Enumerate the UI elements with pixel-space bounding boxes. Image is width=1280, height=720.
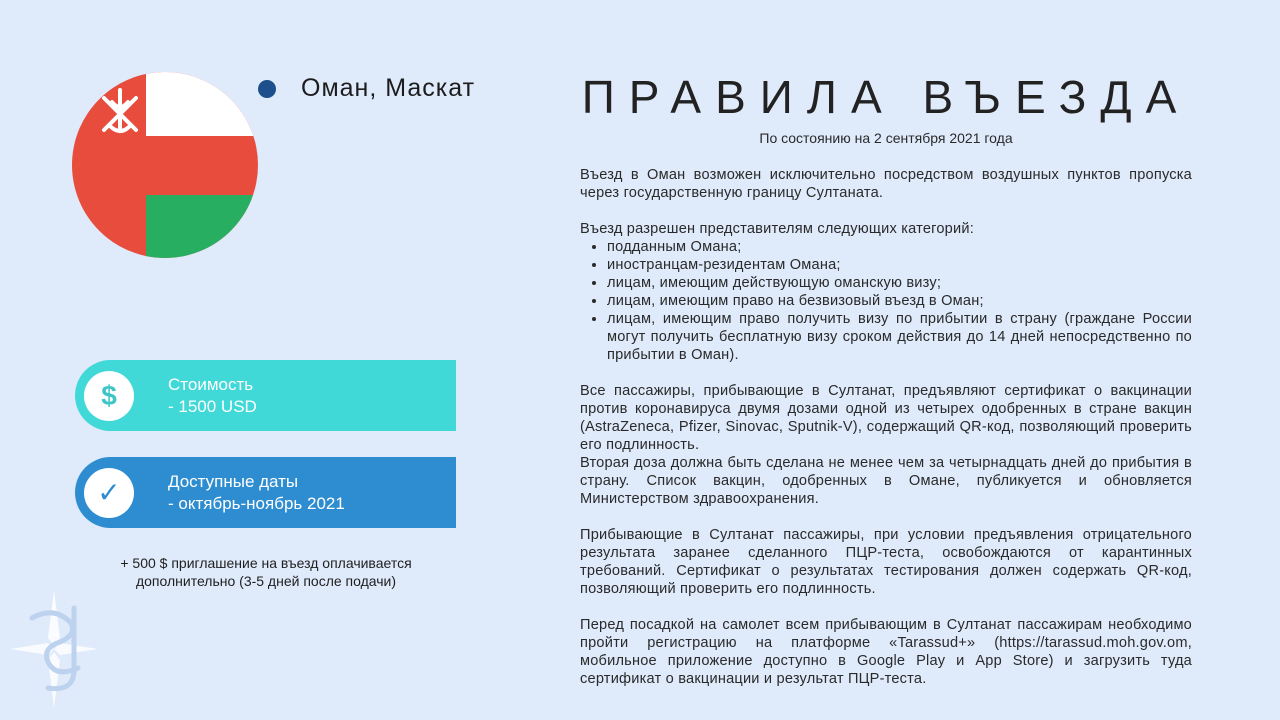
paragraph-vaccination: Все пассажиры, прибывающие в Султанат, предъявляют сертификат о вакцинации против коронавируса двумя дозами одной из четырех одобренных в стране вакцин (AstraZeneca, Pfizer, Sinovac, Sputnik-V), содержащий QR-код, позволяющий проверить его подлинность.: [580, 383, 1192, 453]
list-item: • лицам, имеющим право на безвизовый въезд в Оман;: [607, 292, 1192, 310]
cost-title: Стоимость: [168, 374, 254, 394]
list-item: • иностранцам-резидентам Омана;: [607, 256, 1192, 274]
dates-value: - октябрь-ноябрь 2021: [168, 493, 345, 513]
paragraph-registration: Перед посадкой на самолет всем прибывающим в Султанат пассажирам необходимо пройти регистрацию на платформе «Tarassud+» (https://tarassud.moh.gov.om, мобильное приложение доступно в Google Play и App Store) и загрузить туда сертификат о вакцинации и результат ПЦР-теста.: [580, 617, 1192, 687]
invitation-note: [96, 554, 436, 590]
list-item: • подданным Омана;: [607, 238, 1192, 256]
compass-star-logo-icon: [8, 588, 100, 710]
cost-label: [168, 374, 257, 418]
dates-title: Доступные даты: [168, 471, 299, 491]
bullet-dot-icon: [258, 80, 276, 98]
paragraph-categories-intro: Въезд разрешен представителям следующих категорий:: [580, 221, 974, 237]
paragraph-pcr-test: Прибывающие в Султанат пассажиры, при условии предъявления отрицательного результата заранее сделанного ПЦР-теста, освобождаются от карантинных требований. Сертификат о результатах тестирования должен содержать QR-код, позволяющий проверить его подлинность.: [580, 527, 1192, 597]
dollar-icon: $: [84, 371, 134, 421]
dates-card: [75, 457, 456, 528]
rules-content: [580, 166, 1192, 688]
location-text: Оман, Маскат: [301, 74, 476, 102]
categories-list: [580, 238, 1192, 364]
cost-value: - 1500 USD: [168, 396, 257, 416]
checkmark-icon: ✓: [84, 468, 134, 518]
paragraph-second-dose: Вторая доза должна быть сделана не менее чем за четырнадцать дней до прибытия в страну. Список вакцин, одобренных в Омане, публикуется и обновляется Министерством здравоохранения.: [580, 455, 1192, 507]
location-header: [258, 74, 475, 103]
list-item: • лицам, имеющим действующую оманскую визу;: [607, 274, 1192, 292]
note-line-2: дополнительно (3-5 дней после подачи): [135, 573, 397, 589]
oman-flag-graphic: [72, 72, 258, 258]
dates-label: [168, 471, 345, 515]
note-line-1: + 500 $ приглашение на въезд оплачивается: [120, 555, 412, 571]
paragraph-air-entry: Въезд в Оман возможен исключительно посредством воздушных пунктов пропуска через государственную границу Султаната.: [580, 167, 1192, 201]
page-subtitle: По состоянию на 2 сентября 2021 года: [759, 130, 1013, 146]
list-item: • лицам, имеющим право получить визу по прибытии в страну (граждане России могут получить бесплатную визу сроком действия до 14 дней непосредственно по прибытии в Оман).: [607, 310, 1192, 364]
cost-card: [75, 360, 456, 431]
page-title: ПРАВИЛА ВЪЕЗДА: [581, 71, 1191, 123]
oman-flag: [72, 72, 258, 258]
